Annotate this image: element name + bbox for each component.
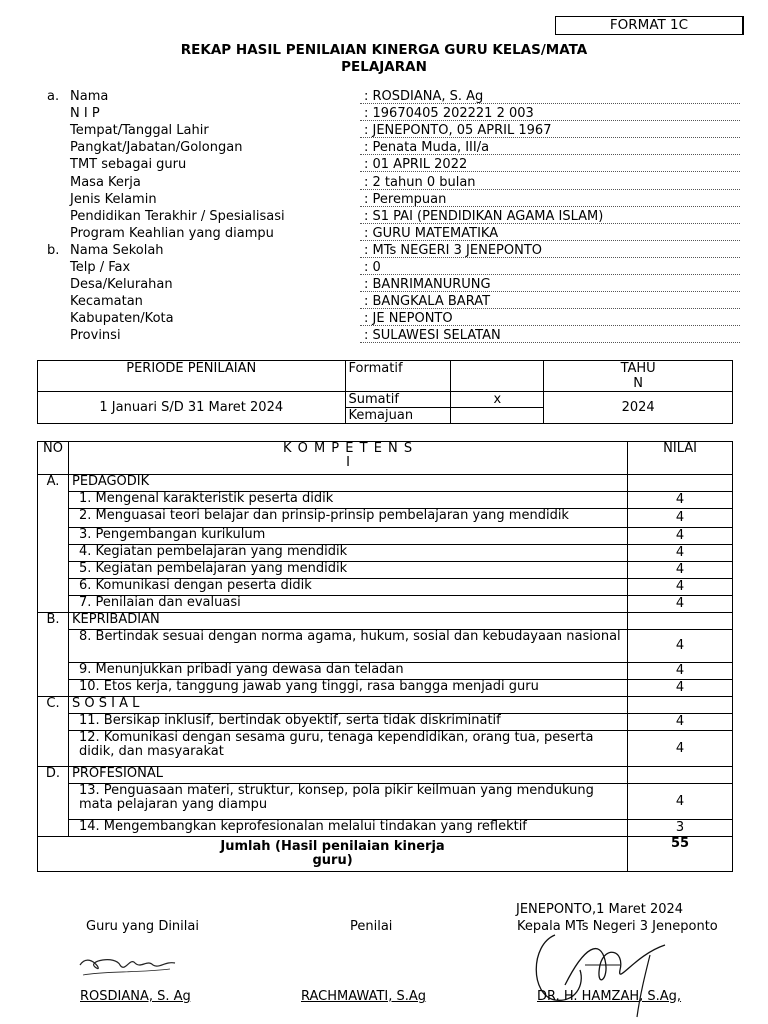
identity-value: : ROSDIANA, S. Ag <box>364 89 484 104</box>
group-name: KEPRIBADIAN <box>68 613 627 630</box>
kompetensi-item: 12. Komunikasi dengan sesama guru, tenaga kependidikan, orang tua, peserta didik, dan masyarakat <box>68 731 627 767</box>
kompetensi-item: 4. Kegiatan pembelajaran yang mendidik <box>68 545 627 562</box>
identity-underline <box>360 308 740 309</box>
kompetensi-item-row <box>38 492 733 509</box>
kompetensi-nilai: 4 <box>628 528 733 545</box>
kompetensi-nilai: 4 <box>628 680 733 697</box>
identity-underline <box>360 223 740 224</box>
identity-underline <box>360 103 740 104</box>
title-line-2: PELAJARAN <box>341 59 427 75</box>
identity-label: Provinsi <box>70 328 121 343</box>
identity-label: Nama <box>70 89 109 104</box>
kompetensi-nilai: 4 <box>628 714 733 731</box>
kompetensi-item-row <box>38 562 733 579</box>
col-no-header: NO <box>38 442 69 475</box>
identity-underline <box>360 274 740 275</box>
kompetensi-nilai: 3 <box>628 820 733 837</box>
sumatif-mark: x <box>451 392 544 408</box>
kompetensi-nilai: 4 <box>628 579 733 596</box>
kompetensi-nilai: 4 <box>628 562 733 579</box>
identity-value: : BANRIMANURUNG <box>364 277 491 292</box>
col-kompetensi-line-2: I <box>346 455 350 470</box>
guru-name: ROSDIANA, S. Ag <box>80 989 191 1004</box>
kompetensi-item: 14. Mengembangkan keprofesionalan melalui tindakan yang reflektif <box>68 820 627 837</box>
group-name: PROFESIONAL <box>68 767 627 784</box>
identity-value: : 0 <box>364 260 381 275</box>
identity-value: : GURU MATEMATIKA <box>364 226 499 241</box>
periode-range: 1 Januari S/D 31 Maret 2024 <box>38 392 346 424</box>
identity-label: TMT sebagai guru <box>70 157 187 172</box>
kompetensi-item: 9. Menunjukkan pribadi yang dewasa dan teladan <box>68 663 627 680</box>
periode-table <box>37 360 733 424</box>
kompetensi-nilai: 4 <box>628 663 733 680</box>
identity-label: Nama Sekolah <box>70 243 164 258</box>
periode-header: PERIODE PENILAIAN <box>38 361 346 392</box>
document-title <box>120 42 648 76</box>
kompetensi-item-row <box>38 731 733 767</box>
identity-value: : BANGKALA BARAT <box>364 294 491 309</box>
total-value: 55 <box>628 837 733 872</box>
kompetensi-group-row <box>38 613 733 630</box>
kompetensi-item-row <box>38 579 733 596</box>
tahun-header-line-2: N <box>633 376 643 391</box>
identity-label: Kecamatan <box>70 294 143 309</box>
kompetensi-item: 10. Etos kerja, tanggung jawab yang tinggi, rasa bangga menjadi guru <box>68 680 627 697</box>
kepala-signature-icon <box>525 925 675 1020</box>
kompetensi-group-row <box>38 475 733 492</box>
kompetensi-item-row <box>38 784 733 820</box>
identity-value: : JE NEPONTO <box>364 311 453 326</box>
identity-label: Pangkat/Jabatan/Golongan <box>70 140 243 155</box>
col-nilai-header: NILAI <box>628 442 733 475</box>
format-label: FORMAT 1C <box>555 16 744 35</box>
tahun-header-line-1: TAHU <box>620 361 656 376</box>
tahun-header <box>544 361 733 392</box>
kemajuan-label: Kemajuan <box>345 408 451 424</box>
kemajuan-mark <box>451 408 544 424</box>
kompetensi-total-row <box>38 837 733 872</box>
kompetensi-header-row <box>38 442 733 475</box>
group-nilai-empty <box>628 697 733 714</box>
kompetensi-nilai: 4 <box>628 731 733 767</box>
identity-label: Tempat/Tanggal Lahir <box>70 123 209 138</box>
kompetensi-item-row <box>38 714 733 731</box>
col-kompetensi-header <box>68 442 627 475</box>
group-letter: B. <box>38 613 69 697</box>
identity-underline <box>360 154 740 155</box>
group-nilai-empty <box>628 475 733 492</box>
group-letter: A. <box>38 475 69 613</box>
identity-label: Pendidikan Terakhir / Spesialisasi <box>70 209 285 224</box>
identity-underline <box>360 325 740 326</box>
identity-value: : SULAWESI SELATAN <box>364 328 501 343</box>
total-label-line-1: Jumlah (Hasil penilaian kinerja <box>220 839 445 854</box>
kompetensi-item-row <box>38 545 733 562</box>
title-line-1: REKAP HASIL PENILAIAN KINERGA GURU KELAS/MATA <box>180 42 588 58</box>
kompetensi-item: 8. Bertindak sesuai dengan norma agama, hukum, sosial dan kebudayaan nasional <box>68 630 627 663</box>
kompetensi-item-row <box>38 509 733 528</box>
total-label <box>38 837 628 872</box>
identity-label: Kabupaten/Kota <box>70 311 174 326</box>
kompetensi-item-row <box>38 820 733 837</box>
kompetensi-item: 11. Bersikap inklusif, bertindak obyektif, serta tidak diskriminatif <box>68 714 627 731</box>
penilai-role: Penilai <box>350 919 393 934</box>
identity-underline <box>360 171 740 172</box>
identity-value: : S1 PAI (PENDIDIKAN AGAMA ISLAM) <box>364 209 604 224</box>
formatif-label: Formatif <box>345 361 451 392</box>
identity-underline <box>360 189 740 190</box>
group-nilai-empty <box>628 613 733 630</box>
identity-value: : 01 APRIL 2022 <box>364 157 468 172</box>
penilai-name: RACHMAWATI, S.Ag <box>301 989 427 1004</box>
tahun-value: 2024 <box>544 392 733 424</box>
group-name: S O S I A L <box>68 697 627 714</box>
kompetensi-item-row <box>38 596 733 613</box>
kompetensi-item: 2. Menguasai teori belajar dan prinsip-prinsip pembelajaran yang mendidik <box>68 509 627 528</box>
identity-underline <box>360 291 740 292</box>
total-label-line-2: guru) <box>312 853 353 868</box>
group-letter: D. <box>38 767 69 837</box>
kepala-name: DR. H. HAMZAH, S.Ag, <box>537 989 682 1004</box>
kompetensi-item: 1. Mengenal karakteristik peserta didik <box>68 492 627 509</box>
kompetensi-group-row <box>38 767 733 784</box>
group-nilai-empty <box>628 767 733 784</box>
kompetensi-nilai: 4 <box>628 545 733 562</box>
identity-underline <box>360 257 740 258</box>
identity-underline <box>360 137 740 138</box>
identity-label: Telp / Fax <box>70 260 131 275</box>
identity-underline <box>360 206 740 207</box>
identity-value: : JENEPONTO, 05 APRIL 1967 <box>364 123 552 138</box>
kompetensi-item-row <box>38 528 733 545</box>
identity-letter: b. <box>47 243 60 258</box>
group-name: PEDAGODIK <box>68 475 627 492</box>
kompetensi-table <box>37 441 733 872</box>
formatif-mark <box>451 361 544 392</box>
kompetensi-nilai: 4 <box>628 492 733 509</box>
identity-value: : 2 tahun 0 bulan <box>364 175 476 190</box>
kompetensi-item-row <box>38 630 733 663</box>
col-kompetensi-line-1: K O M P E T E N S <box>282 441 414 456</box>
kepala-role: Kepala MTs Negeri 3 Jeneponto <box>517 919 718 934</box>
kompetensi-item: 6. Komunikasi dengan peserta didik <box>68 579 627 596</box>
identity-value: : MTs NEGERI 3 JENEPONTO <box>364 243 543 258</box>
identity-value: : 19670405 202221 2 003 <box>364 106 534 121</box>
identity-label: Desa/Kelurahan <box>70 277 173 292</box>
kompetensi-nilai: 4 <box>628 509 733 528</box>
kompetensi-item: 7. Penilaian dan evaluasi <box>68 596 627 613</box>
identity-value: : Perempuan <box>364 192 447 207</box>
kompetensi-item: 3. Pengembangan kurikulum <box>68 528 627 545</box>
kompetensi-nilai: 4 <box>628 596 733 613</box>
identity-label: N I P <box>70 106 100 121</box>
kompetensi-item: 5. Kegiatan pembelajaran yang mendidik <box>68 562 627 579</box>
identity-value: : Penata Muda, III/a <box>364 140 490 155</box>
kompetensi-item: 13. Penguasaan materi, struktur, konsep, pola pikir keilmuan yang mendukung mata pelajaran yang diampu <box>68 784 627 820</box>
identity-underline <box>360 342 740 343</box>
kompetensi-item-row <box>38 663 733 680</box>
identity-label: Program Keahlian yang diampu <box>70 226 274 241</box>
identity-label: Masa Kerja <box>70 175 141 190</box>
place-date: JENEPONTO,1 Maret 2024 <box>516 902 684 917</box>
guru-role: Guru yang Dinilai <box>86 919 199 934</box>
identity-label: Jenis Kelamin <box>70 192 157 207</box>
kompetensi-nilai: 4 <box>628 630 733 663</box>
sumatif-label: Sumatif <box>345 392 451 408</box>
kompetensi-item-row <box>38 680 733 697</box>
kompetensi-group-row <box>38 697 733 714</box>
identity-underline <box>360 240 740 241</box>
guru-signature-icon <box>75 945 185 990</box>
kompetensi-nilai: 4 <box>628 784 733 820</box>
identity-letter: a. <box>47 89 60 104</box>
identity-underline <box>360 120 740 121</box>
group-letter: C. <box>38 697 69 767</box>
